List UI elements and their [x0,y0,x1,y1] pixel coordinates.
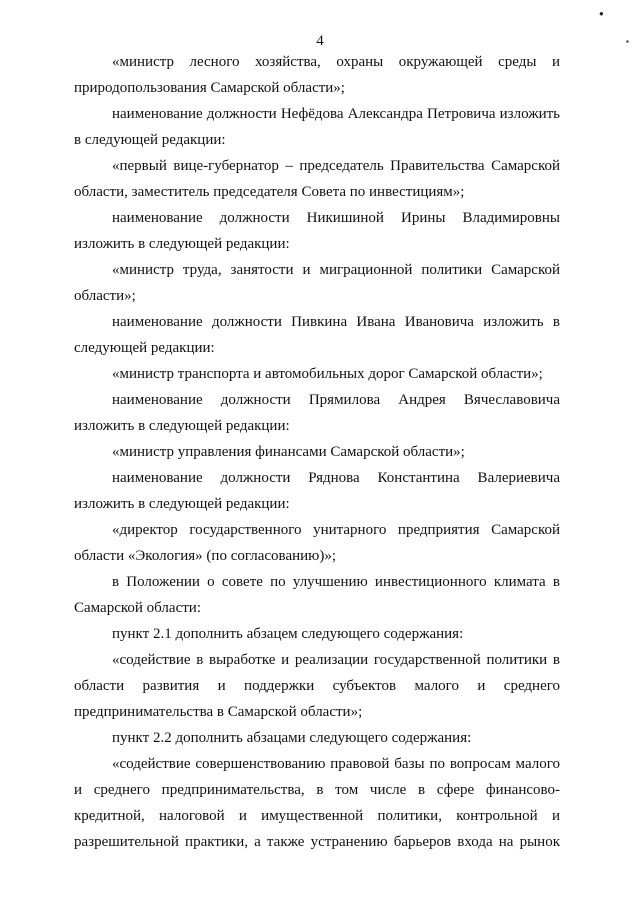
paragraph-6: наименование должности Пивкина Ивана Ивановича изложить в следующей редакции: [74,314,560,356]
paragraph-8: наименование должности Прямилова Андрея Вячеславовича изложить в следующей редакции: [74,392,560,434]
paragraph-7: «министр транспорта и автомобильных дорог Самарской области»; [112,366,543,382]
scan-speck-top-right: ● [599,9,604,18]
page-number: 4 [316,33,324,49]
paragraph-13: пункт 2.1 дополнить абзацем следующего содержания: [112,626,464,642]
paragraph-16: «содействие совершенствованию правовой базы по вопросам малого и среднего предпринимательства, в том числе в сфере финансово-кредитной, налоговой и имущественной политики, контрольной и разрешительной практики, а также устранению барьеров входа на рынок [74,756,560,850]
paragraph-14: «содействие в выработке и реализации государственной политики в области развития и поддержки субъектов малого и среднего предпринимательства в Самарской области»; [74,652,560,720]
paragraph-9: «министр управления финансами Самарской области»; [112,444,465,460]
document-body [74,49,560,855]
paragraph-11: «директор государственного унитарного предприятия Самарской области «Экология» (по согласованию)»; [74,522,560,564]
paragraph-1: «министр лесного хозяйства, охраны окружающей среды и природопользования Самарской области»; [74,54,560,96]
scan-speck-right-edge: ▪ [626,37,629,46]
paragraph-10: наименование должности Ряднова Константина Валериевича изложить в следующей редакции: [74,470,560,512]
paragraph-2: наименование должности Нефёдова Александра Петровича изложить в следующей редакции: [74,106,560,148]
paragraph-3: «первый вице-губернатор – председатель Правительства Самарской области, заместитель председателя Совета по инвестициям»; [74,158,560,200]
paragraph-4: наименование должности Никишиной Ирины Владимировны изложить в следующей редакции: [74,210,560,252]
paragraph-5: «министр труда, занятости и миграционной политики Самарской области»; [74,262,560,304]
paragraph-12: в Положении о совете по улучшению инвестиционного климата в Самарской области: [74,574,560,616]
paragraph-15: пункт 2.2 дополнить абзацами следующего содержания: [112,730,472,746]
